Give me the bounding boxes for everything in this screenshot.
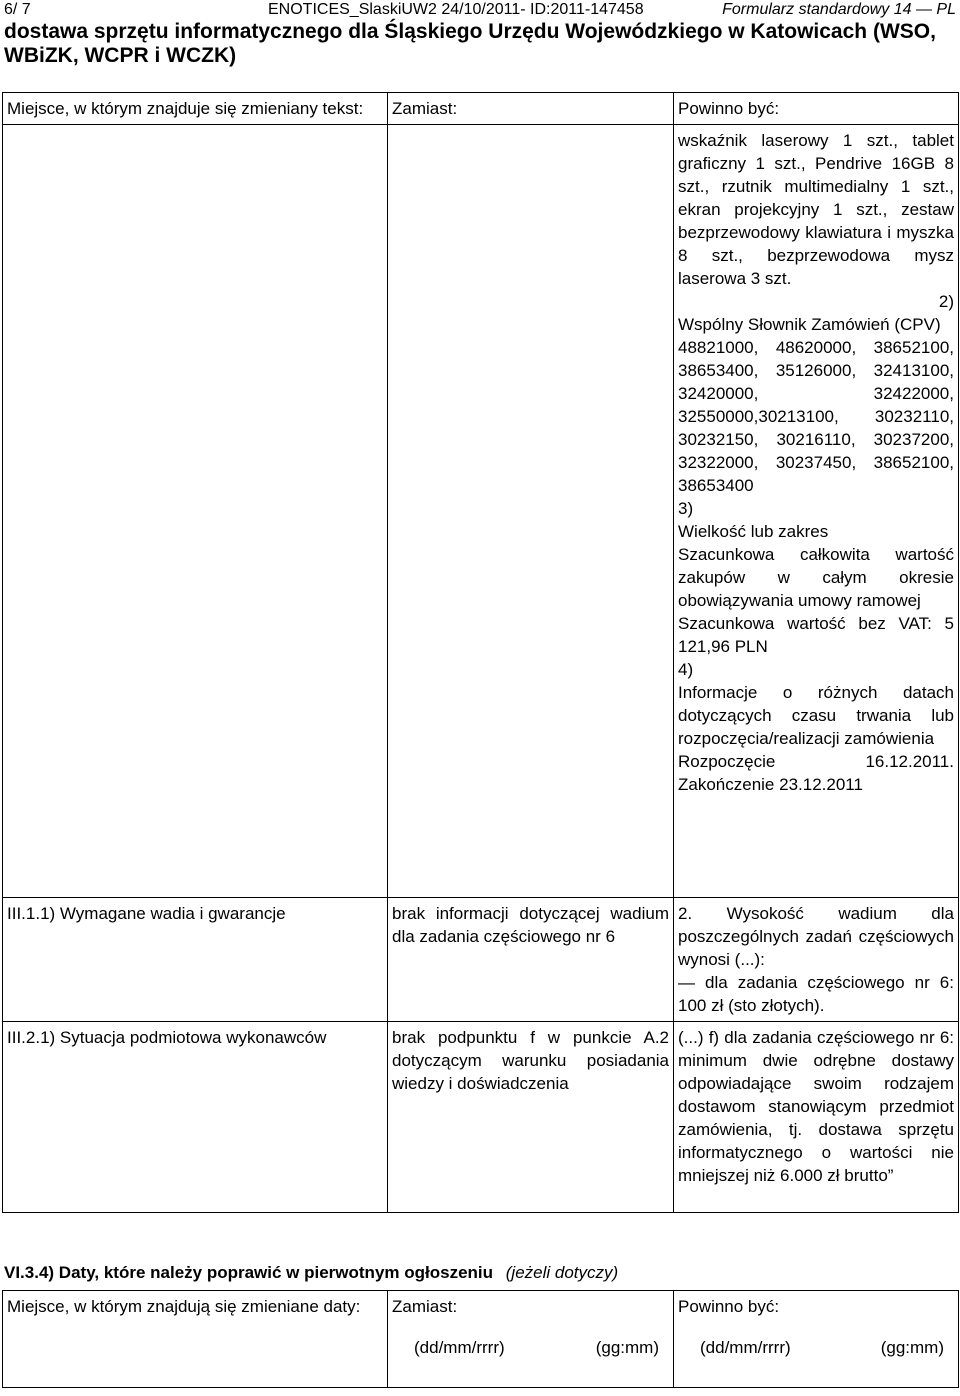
- dates-title: Informacje o różnych datach dotyczących czasu trwania lub rozpoczęcia/realizacji zamówienia: [678, 683, 954, 748]
- table-row: [3, 898, 959, 1022]
- estimated-value: Szacunkowa wartość bez VAT: 5 121,96 PLN: [678, 614, 954, 656]
- row3-instead: brak podpunktu f w punkcie A.2 dotyczącym warunku posiadania wiedzy i doświadczenia: [388, 1022, 674, 1213]
- size-title: Wielkość lub zakres: [678, 522, 829, 541]
- items-list: wskaźnik laserowy 1 szt., tablet graficzny 1 szt., Pendrive 16GB 8 szt., rzutnik multimedialny 1 szt., ekran projekcyjny 1 szt., zestaw bezprzewodowy klawiatura i myszka 8 szt., bezprzewodowa mysz laserowa 3 szt.: [678, 131, 954, 288]
- should-be-date-format: (dd/mm/rrrr): [700, 1338, 791, 1357]
- document-title: dostawa sprzętu informatycznego dla Śląskiego Urzędu Wojewódzkiego w Katowicach (WSO, WBiZK, WCPR i WCZK): [4, 20, 936, 67]
- row1-should-be: [674, 125, 959, 898]
- section-note: (jeżeli dotyczy): [505, 1263, 619, 1282]
- dates-header-location: Miejsce, w którym znajdują się zmieniane daty:: [3, 1291, 388, 1388]
- dates-should-be-label: Powinno być:: [678, 1297, 780, 1316]
- page-header: [4, 0, 956, 20]
- dates-header-should-be: [674, 1291, 959, 1388]
- header-location: Miejsce, w którym znajduje się zmieniany tekst:: [3, 93, 388, 125]
- instead-date-format: (dd/mm/rrrr): [414, 1338, 505, 1357]
- wadium-amount: — dla zadania częściowego nr 6: 100 zł (sto złotych).: [678, 973, 954, 1015]
- section-heading: [4, 1263, 956, 1283]
- instead-format-row: [392, 1318, 669, 1359]
- wadium-text: 2. Wysokość wadium dla poszczególnych zadań częściowych wynosi (...):: [678, 904, 954, 969]
- table-header-row: [3, 93, 959, 125]
- header-instead: Zamiast:: [388, 93, 674, 125]
- item-number-4: 4): [678, 660, 694, 679]
- form-type: Formularz standardowy 14 — PL: [722, 1, 956, 18]
- dates-instead-label: Zamiast:: [392, 1297, 458, 1316]
- row2-location: III.1.1) Wymagane wadia i gwarancje: [3, 898, 388, 1022]
- header-should-be: Powinno być:: [674, 93, 959, 125]
- cpv-codes: 48821000, 48620000, 38652100, 38653400, 35126000, 32413100, 32420000, 32422000, 32550000,30213100, 30232110, 30232150, 30216110, 30237200, 32322000, 30237450, 38652100, 38653400: [678, 338, 954, 495]
- section-title: VI.3.4) Daty, które należy poprawić w pierwotnym ogłoszeniu: [4, 1263, 494, 1282]
- item-number-3: 3): [678, 499, 694, 518]
- row1-instead: [388, 125, 674, 898]
- row2-should-be: [674, 898, 959, 1022]
- row3-location: III.2.1) Sytuacja podmiotowa wykonawców: [3, 1022, 388, 1213]
- page-number: 6/ 7: [4, 1, 31, 18]
- cpv-title: Wspólny Słownik Zamówień (CPV): [678, 315, 941, 334]
- notice-id: ENOTICES_SlaskiUW2 24/10/2011- ID:2011-147458: [268, 1, 644, 18]
- should-be-time-format: (gg:mm): [880, 1338, 944, 1357]
- dates-values: Rozpoczęcie 16.12.2011. Zakończenie 23.12.2011: [678, 752, 954, 794]
- row1-location: [3, 125, 388, 898]
- size-text: Szacunkowa całkowita wartość zakupów w całym okresie obowiązywania umowy ramowej: [678, 545, 954, 610]
- changes-table: [2, 92, 959, 1213]
- instead-time-format: (gg:mm): [595, 1338, 659, 1357]
- dates-header-instead: [388, 1291, 674, 1388]
- table-row: [3, 125, 959, 898]
- table-row: [3, 1022, 959, 1213]
- table-row: [3, 1291, 959, 1388]
- dates-table: [2, 1290, 959, 1388]
- row2-instead: brak informacji dotyczącej wadium dla zadania częściowego nr 6: [388, 898, 674, 1022]
- item-number-2: 2): [938, 292, 954, 311]
- should-be-format-row: [678, 1318, 954, 1359]
- row3-should-be: (...) f) dla zadania częściowego nr 6: minimum dwie odrębne dostawy odpowiadające swoim rodzajem dostawom stanowiącym przedmiot zamówienia, tj. dostawa sprzętu informatycznego o wartości nie mniejszej niż 6.000 zł brutto”: [674, 1022, 959, 1213]
